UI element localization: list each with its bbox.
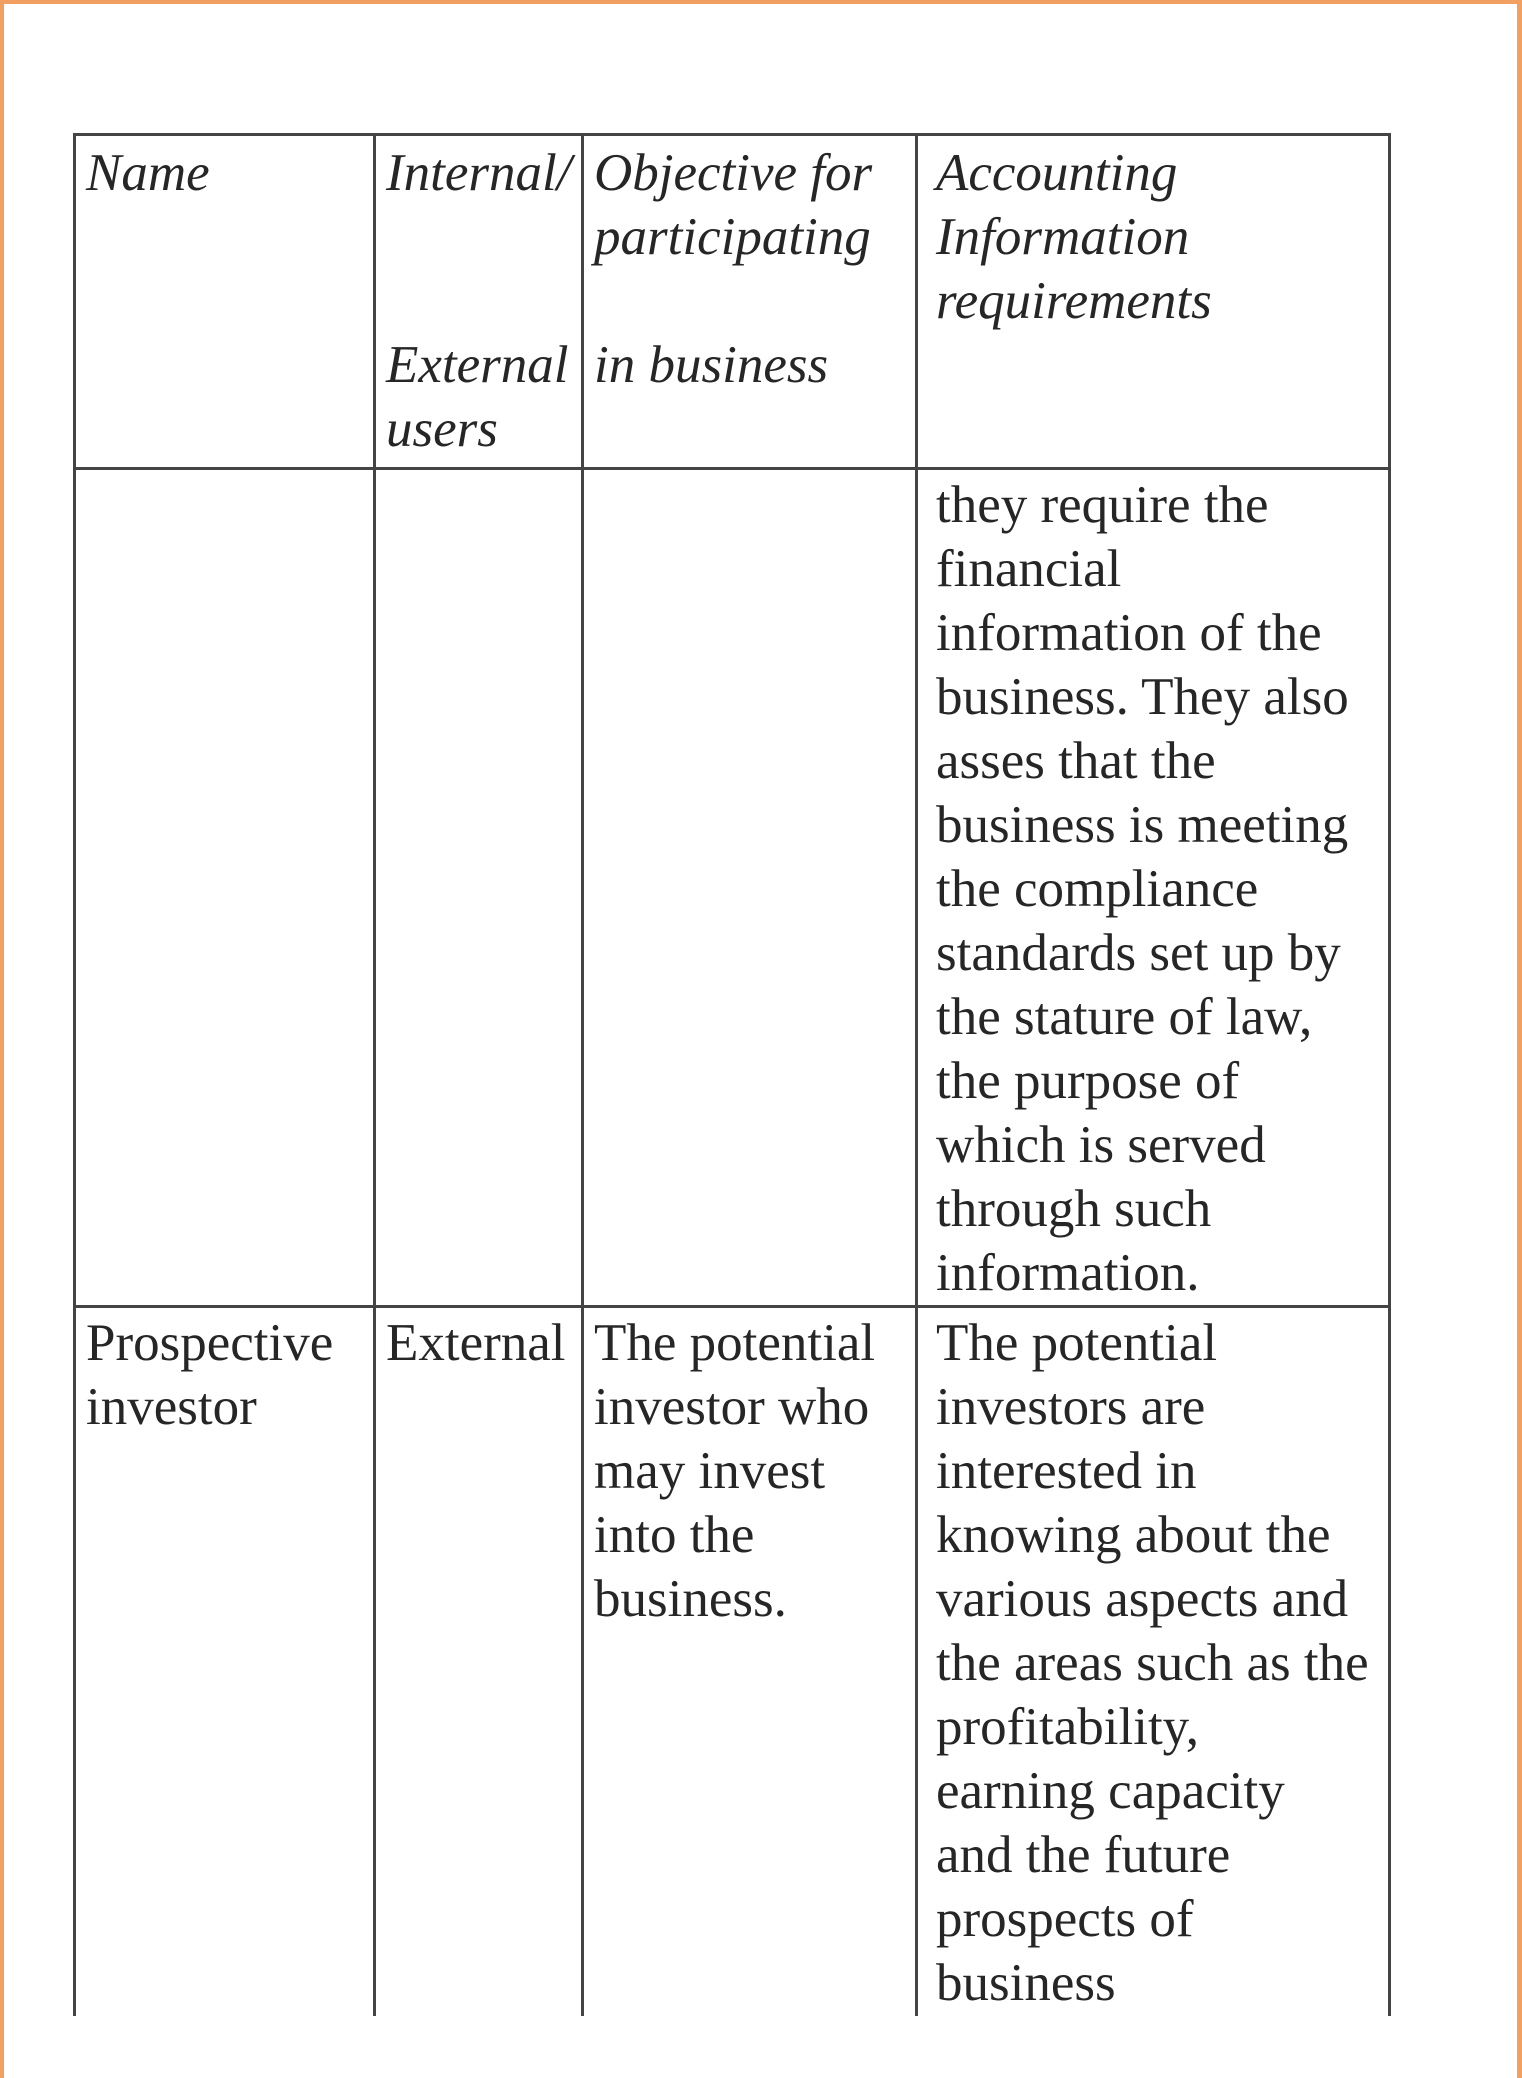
users-table bbox=[73, 133, 1391, 2016]
cell-text-line: and the future bbox=[936, 1826, 1231, 1884]
cell-text-line: which is served bbox=[936, 1116, 1266, 1174]
column-line bbox=[581, 133, 584, 2016]
row-1-cell-user-type bbox=[376, 469, 386, 473]
column-line bbox=[915, 133, 918, 2016]
row-2-cell-objective bbox=[584, 1307, 875, 1631]
cell-text-line: Name bbox=[86, 144, 210, 202]
page-frame-top bbox=[0, 0, 1522, 4]
cell-text-line: business bbox=[936, 1954, 1116, 2012]
header-cell-accounting-requirements bbox=[926, 133, 1212, 333]
cell-text-line: in business bbox=[594, 336, 829, 394]
cell-text-line: the compliance bbox=[936, 860, 1259, 918]
cell-text-line: requirements bbox=[936, 272, 1212, 330]
cell-text-line: investors are bbox=[936, 1378, 1206, 1436]
cell-text-line: financial bbox=[936, 540, 1122, 598]
cell-text-line: information. bbox=[936, 1244, 1200, 1302]
cell-text-line: Information bbox=[936, 208, 1190, 266]
cell-text-line: investor who bbox=[594, 1378, 870, 1436]
cell-text-line: they require the bbox=[936, 476, 1269, 534]
cell-text-line: the areas such as the bbox=[936, 1634, 1369, 1692]
cell-text-line bbox=[386, 269, 571, 333]
row-1-cell-objective bbox=[584, 469, 594, 473]
cell-text-line: business. They also bbox=[936, 668, 1349, 726]
cell-text-line: The potential bbox=[594, 1314, 876, 1372]
cell-text-line bbox=[386, 205, 571, 269]
cell-text-line: knowing about the bbox=[936, 1506, 1331, 1564]
row-1-cell-accounting-requirements bbox=[926, 469, 1349, 1305]
row-2-cell-name bbox=[76, 1307, 333, 1439]
cell-text-line: the stature of law, bbox=[936, 988, 1313, 1046]
header-cell-user-type bbox=[376, 133, 571, 461]
cell-text-line: users bbox=[386, 400, 498, 458]
cell-text-line: standards set up by bbox=[936, 924, 1341, 982]
cell-text-line: earning capacity bbox=[936, 1762, 1285, 1820]
cell-text-line: the purpose of bbox=[936, 1052, 1240, 1110]
cell-text-line: Objective for bbox=[594, 144, 873, 202]
cell-text-line: The potential bbox=[936, 1314, 1218, 1372]
row-1-cell-name bbox=[76, 469, 86, 473]
cell-text-line: business is meeting bbox=[936, 796, 1349, 854]
page-frame-left bbox=[0, 0, 4, 2078]
cell-text-line: interested in bbox=[936, 1442, 1197, 1500]
cell-text-line: profitability, bbox=[936, 1698, 1199, 1756]
header-cell-name bbox=[76, 133, 210, 205]
row-2-cell-user-type bbox=[376, 1307, 566, 1375]
cell-text-line: into the bbox=[594, 1506, 755, 1564]
cell-text-line: various aspects and bbox=[936, 1570, 1349, 1628]
cell-text-line: External bbox=[386, 336, 569, 394]
page-frame-right bbox=[1517, 0, 1522, 2078]
column-line bbox=[1388, 133, 1391, 2016]
cell-text-line: prospects of bbox=[936, 1890, 1194, 1948]
cell-text-line: asses that the bbox=[936, 732, 1216, 790]
cell-text-line: business. bbox=[594, 1570, 787, 1628]
header-cell-objective bbox=[584, 133, 872, 397]
cell-text-line: through such bbox=[936, 1180, 1212, 1238]
cell-text-line: External bbox=[386, 1314, 566, 1372]
cell-text-line: participating bbox=[594, 208, 871, 266]
cell-text-line: Prospective bbox=[86, 1314, 334, 1372]
cell-text-line: investor bbox=[86, 1378, 257, 1436]
column-line bbox=[73, 133, 76, 2016]
cell-text-line: may invest bbox=[594, 1442, 826, 1500]
row-2-cell-accounting-requirements bbox=[926, 1307, 1369, 2015]
cell-text-line: Internal/ bbox=[386, 144, 572, 202]
cell-text-line bbox=[594, 269, 872, 333]
cell-text-line: information of the bbox=[936, 604, 1322, 662]
cell-text-line: Accounting bbox=[936, 144, 1178, 202]
